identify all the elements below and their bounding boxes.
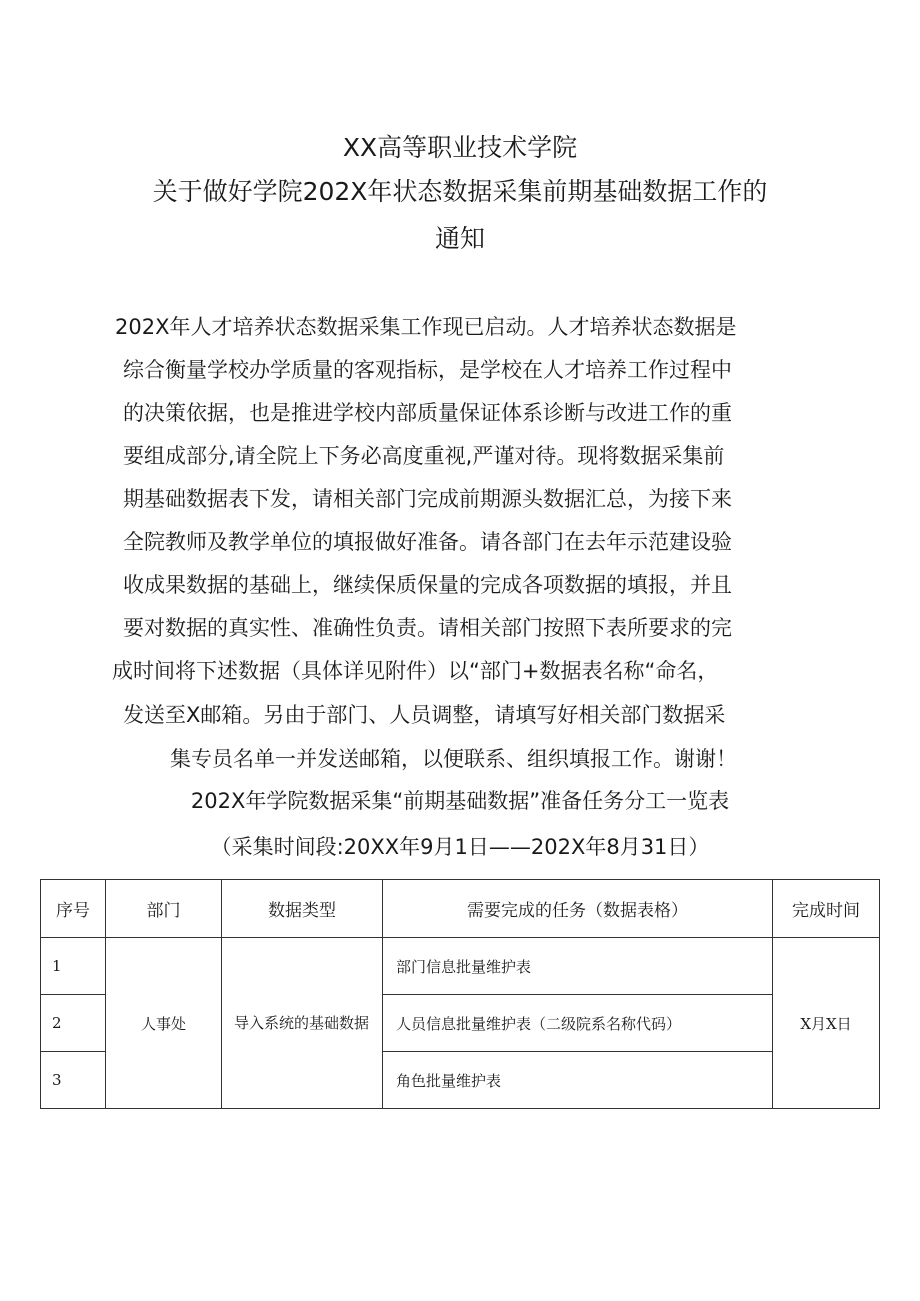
body-line: 的决策依据，也是推进学校内部质量保证体系诊断与改进工作的重 <box>123 401 732 425</box>
body-line: 综合衡量学校办学质量的客观指标，是学校在人才培养工作过程中 <box>123 358 732 382</box>
header-data-type: 数据类型 <box>222 880 383 938</box>
body-line: 集专员名单一并发送邮箱，以便联系、组织填报工作。谢谢！ <box>170 747 737 771</box>
department-cell: 人事处 <box>106 938 222 1109</box>
task-cell: 角色批量维护表 <box>383 1052 773 1109</box>
completion-time-cell: X月X日 <box>773 938 880 1109</box>
header-no: 序号 <box>41 880 106 938</box>
header-department: 部门 <box>106 880 222 938</box>
row-number: 2 <box>41 995 106 1052</box>
row-number: 1 <box>41 938 106 995</box>
body-line: 全院教师及教学单位的填报做好准备。请各部门在去年示范建设验 <box>123 530 732 554</box>
body-line: 成时间将下述数据（具体详见附件）以“部门+数据表名称“命名， <box>112 659 719 683</box>
header-task: 需要完成的任务（数据表格） <box>383 880 773 938</box>
body-line: 期基础数据表下发，请相关部门完成前期源头数据汇总，为接下来 <box>123 487 732 511</box>
header-completion-time: 完成时间 <box>773 880 880 938</box>
body-line: 要组成部分,请全院上下务必高度重视,严谨对待。现将数据采集前 <box>123 444 725 468</box>
title-institution: XX高等职业技术学院 <box>342 133 578 162</box>
table-subtitle: （采集时间段:20XX年9月1日——202X年8月31日） <box>210 835 710 859</box>
body-line: 要对数据的真实性、准确性负责。请相关部门按照下表所要求的完 <box>123 616 732 640</box>
task-table <box>40 879 880 1109</box>
data-type-cell: 导入系统的基础数据 <box>222 938 383 1109</box>
body-line: 发送至X邮箱。另由于部门、人员调整，请填写好相关部门数据采 <box>123 703 726 727</box>
title-notice: 通知 <box>434 224 485 253</box>
title-main: 关于做好学院202X年状态数据采集前期基础数据工作的 <box>152 177 768 206</box>
task-cell: 部门信息批量维护表 <box>383 938 773 995</box>
table-row <box>41 938 880 995</box>
body-line: 202X年人才培养状态数据采集工作现已启动。人才培养状态数据是 <box>115 315 737 339</box>
table-title: 202X年学院数据采集“前期基础数据”准备任务分工一览表 <box>190 789 730 813</box>
task-cell: 人员信息批量维护表（二级院系名称代码） <box>383 995 773 1052</box>
table-header-row <box>41 880 880 938</box>
body-line: 收成果数据的基础上，继续保质保量的完成各项数据的填报，并且 <box>123 573 732 597</box>
row-number: 3 <box>41 1052 106 1109</box>
